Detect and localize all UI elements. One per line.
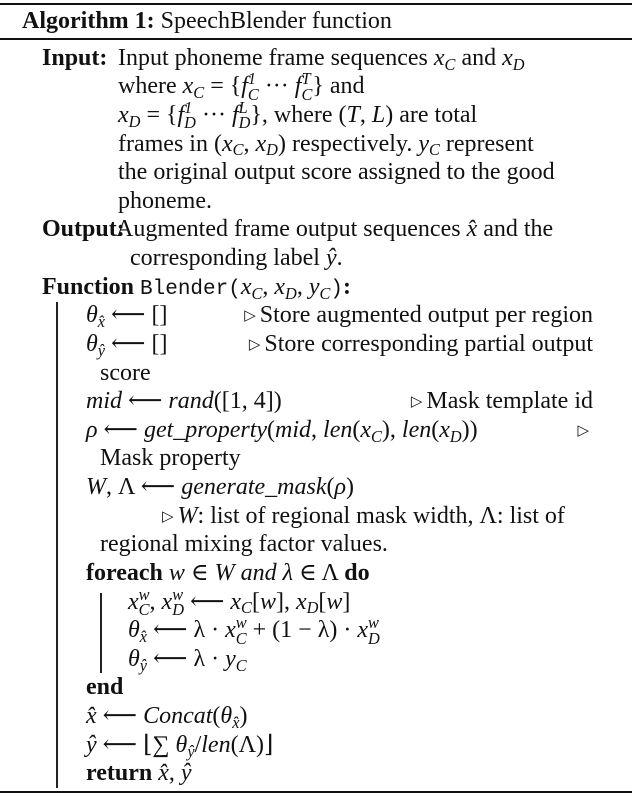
subscript: D	[266, 140, 278, 160]
line-content	[86, 559, 370, 588]
subscript: x̂	[139, 627, 148, 647]
comment-triangle-icon: ▷	[410, 394, 423, 411]
comment-triangle-icon: ▷	[577, 422, 589, 439]
keyword: foreach	[86, 559, 169, 586]
math-symbol: f	[231, 101, 239, 128]
math-symbol: x	[360, 416, 372, 443]
math-symbol: x	[118, 101, 129, 128]
text: corresponding label	[130, 245, 326, 272]
subscript: C	[444, 54, 456, 74]
text: ),	[381, 416, 402, 443]
line-content	[86, 330, 167, 361]
sub-superscript	[138, 584, 150, 620]
keyword: :	[342, 273, 351, 300]
math-symbol: ŷ	[325, 245, 337, 272]
text: = {	[140, 101, 178, 128]
output-line	[0, 215, 632, 244]
sub-superscript	[368, 615, 380, 646]
superscript: L	[238, 97, 248, 117]
text: [	[318, 588, 327, 615]
text: ⟵	[122, 388, 169, 415]
math-symbol: x	[439, 416, 450, 443]
text: where	[118, 73, 183, 100]
math-symbol: x	[274, 273, 286, 300]
function-name: Blender(	[140, 277, 241, 301]
text: ) are total	[385, 101, 478, 128]
comment-triangle-icon: ▷	[244, 308, 256, 325]
math-symbol: x	[357, 617, 368, 644]
math-symbol: len	[201, 731, 231, 758]
math-symbol: T	[346, 101, 360, 128]
subscript: C	[235, 655, 247, 675]
subscript: C	[319, 283, 331, 303]
subscript: C	[235, 628, 247, 648]
math-symbol: x	[225, 617, 236, 644]
subscript: C	[371, 426, 382, 446]
math-symbol: L	[371, 101, 386, 128]
math-symbol: y	[225, 645, 236, 672]
text: ···	[258, 73, 295, 100]
math-symbol: x	[255, 130, 267, 157]
superscript: w	[138, 584, 150, 604]
text: )	[239, 703, 248, 730]
line-content	[86, 387, 282, 416]
title-rule	[0, 38, 632, 40]
line-content	[100, 530, 388, 559]
math-symbol: W and λ	[214, 559, 294, 586]
text: Augmented frame output sequences	[116, 216, 467, 243]
comment	[249, 330, 593, 362]
line-content	[86, 759, 192, 788]
math-symbol: w	[168, 559, 185, 586]
math-symbol: θ	[128, 645, 140, 672]
line-content	[116, 215, 553, 244]
math-symbol: mid	[86, 388, 122, 415]
math-symbol: x̂	[86, 703, 97, 730]
comment	[411, 387, 593, 419]
math-symbol: θ	[86, 302, 98, 329]
math-symbol: θ	[175, 731, 188, 758]
keyword: end	[86, 674, 124, 701]
sub-superscript	[301, 71, 312, 102]
math-symbol: y	[308, 273, 320, 300]
text: score	[100, 359, 151, 386]
superscript: w	[367, 613, 379, 633]
superscript: w	[235, 613, 247, 633]
sub-superscript	[238, 97, 251, 133]
text: ([1, 4])	[213, 388, 282, 415]
math-symbol: x	[433, 44, 445, 71]
line-content	[86, 731, 273, 762]
subscript: D	[449, 426, 462, 446]
math-symbol: f	[241, 73, 248, 100]
text: frames in (	[118, 130, 222, 157]
algorithm-number: Algorithm 1:	[22, 8, 155, 34]
text: (	[431, 416, 440, 443]
subscript: ŷ	[139, 655, 148, 675]
math-symbol: f	[294, 73, 302, 100]
math-symbol: x	[128, 588, 139, 615]
bottom-rule	[0, 791, 632, 793]
subscript: x̂	[232, 712, 240, 732]
text: ))	[461, 416, 478, 443]
text: /	[194, 731, 202, 758]
statement	[0, 359, 632, 388]
input-label: Input:	[42, 44, 108, 71]
subscript: C	[138, 600, 150, 620]
text: } and	[312, 73, 365, 100]
superscript: 1	[247, 69, 257, 89]
text: ],	[275, 588, 296, 615]
math-symbol: w	[326, 588, 343, 615]
keyword: do	[344, 559, 370, 586]
math-symbol: x̂	[158, 760, 169, 787]
keyword: return	[86, 760, 159, 787]
statement	[0, 416, 632, 445]
line-content	[100, 444, 241, 473]
math-symbol: x	[230, 588, 242, 615]
text: ,	[296, 273, 309, 300]
subscript: D	[306, 598, 319, 618]
text: ···	[195, 101, 232, 128]
algorithm-lines	[0, 44, 632, 788]
subscript: D	[184, 113, 196, 133]
superscript: T	[301, 69, 311, 89]
math-symbol: θ	[220, 703, 233, 730]
text: (Λ)⌋	[230, 731, 274, 758]
statement	[0, 473, 632, 502]
math-symbol: f	[177, 101, 185, 128]
subscript: C	[241, 598, 252, 618]
subscript: C	[301, 84, 313, 104]
input-line	[0, 187, 632, 216]
subscript: D	[172, 600, 184, 620]
keyword: Function	[42, 273, 141, 300]
subscript: ŷ	[187, 741, 195, 761]
statement	[0, 330, 632, 359]
text: ⟵ ⌊∑	[96, 731, 176, 758]
comment-text: Mask template id	[426, 388, 593, 415]
text: : list of regional mask width, Λ: list of	[197, 502, 565, 529]
text: Input phoneme frame sequences	[118, 44, 434, 71]
sub-superscript	[184, 97, 196, 133]
math-symbol: len	[323, 416, 353, 443]
line-content	[86, 301, 167, 332]
line-content	[130, 244, 343, 273]
output-line	[0, 244, 632, 273]
statement	[0, 301, 632, 330]
math-symbol: x	[161, 588, 173, 615]
math-symbol: mid	[275, 416, 312, 443]
text: and	[455, 44, 503, 71]
math-symbol: len	[401, 416, 432, 443]
input-line	[0, 44, 632, 73]
line-content	[86, 702, 247, 733]
math-symbol: w	[259, 588, 276, 615]
math-symbol: x	[182, 73, 194, 100]
text: and the	[477, 216, 554, 243]
text: ⟵	[183, 588, 231, 615]
math-symbol: x	[502, 44, 513, 71]
statement	[0, 444, 632, 473]
math-symbol: W	[177, 502, 198, 529]
subscript: C	[429, 140, 440, 160]
math-symbol: x	[240, 273, 252, 300]
superscript: w	[172, 584, 184, 604]
comment	[244, 301, 593, 333]
comment-triangle-icon: ▷	[248, 336, 261, 353]
subscript: C	[232, 140, 244, 160]
text: phoneme.	[118, 187, 212, 214]
sub-superscript	[248, 71, 259, 102]
text: ]	[342, 588, 351, 615]
text: .	[336, 245, 343, 272]
algorithm-name: SpeechBlender function	[160, 8, 392, 34]
text: (	[212, 703, 221, 730]
text: (	[352, 416, 361, 443]
function-name: )	[330, 277, 343, 301]
subscript: D	[367, 628, 380, 648]
statement	[0, 759, 632, 788]
text: Mask property	[100, 445, 241, 472]
math-symbol: x	[221, 130, 233, 157]
math-symbol: ŷ	[180, 760, 192, 787]
line-content	[86, 473, 354, 502]
loop-statement	[0, 645, 632, 674]
text: ⟵	[97, 416, 144, 443]
line-content	[118, 97, 478, 133]
statement	[0, 502, 632, 531]
comment-text: Store augmented output per region	[259, 302, 593, 329]
line-content	[128, 613, 380, 648]
loop-statement	[0, 584, 632, 620]
text: ∈ Λ	[293, 559, 345, 586]
subscript: ŷ	[97, 340, 106, 360]
text: ,	[359, 101, 372, 128]
math-symbol: x	[295, 588, 307, 615]
text: ⟵	[96, 703, 144, 730]
line-content	[128, 645, 247, 676]
line-content	[100, 359, 151, 388]
math-symbol: rand	[168, 388, 214, 415]
line-content	[42, 273, 351, 305]
math-symbol: θ	[86, 330, 98, 357]
text: ,	[262, 273, 275, 300]
input-line	[0, 130, 632, 159]
math-symbol: W	[86, 474, 106, 501]
output-label: Output:	[42, 216, 125, 243]
math-symbol: generate_mask	[181, 474, 327, 501]
text: ,	[243, 130, 256, 157]
statement	[0, 731, 632, 760]
line-content	[118, 187, 212, 216]
statement	[0, 559, 632, 588]
text: ∈	[184, 559, 215, 586]
subscript: C	[247, 84, 259, 104]
text: )	[346, 474, 355, 501]
statement	[0, 702, 632, 731]
superscript: 1	[184, 97, 193, 117]
text: ⟵ []	[105, 302, 168, 329]
subscript: x̂	[97, 312, 106, 332]
text: the original output score assigned to the good	[118, 159, 555, 186]
function-header	[0, 273, 632, 302]
sub-superscript	[236, 615, 247, 646]
math-symbol: ŷ	[86, 731, 97, 758]
text: ⟵ λ ·	[147, 617, 226, 644]
subscript: D	[128, 111, 141, 131]
comment-triangle-icon: ▷	[162, 508, 174, 525]
line-content	[118, 44, 525, 75]
statement	[0, 530, 632, 559]
text: ) respectively.	[277, 130, 419, 157]
sub-superscript	[172, 584, 184, 620]
text: [	[251, 588, 260, 615]
math-symbol: y	[418, 130, 429, 157]
text: ⟵ []	[105, 330, 168, 357]
text: represent	[439, 130, 534, 157]
algorithm-title	[22, 4, 392, 38]
line-content	[86, 416, 478, 447]
line-content	[118, 158, 555, 187]
text: = {	[204, 73, 242, 100]
text: + (1 − λ) ·	[246, 617, 358, 644]
statement	[0, 387, 632, 416]
text: , Λ ⟵	[106, 474, 182, 501]
input-line	[0, 69, 632, 104]
text: ,	[149, 588, 162, 615]
math-symbol: ρ	[86, 416, 98, 443]
comment	[577, 416, 593, 448]
statement	[0, 673, 632, 702]
comment-text: Store corresponding partial output	[264, 330, 593, 357]
math-symbol: θ	[128, 617, 140, 644]
text: }, where (	[250, 101, 347, 128]
input-line	[0, 158, 632, 187]
loop-statement	[0, 613, 632, 648]
math-symbol: ρ	[334, 474, 347, 501]
text: (	[326, 474, 335, 501]
subscript: D	[285, 283, 297, 303]
subscript: C	[251, 283, 263, 303]
subscript: D	[512, 54, 525, 74]
text: regional mixing factor values.	[100, 531, 388, 558]
input-line	[0, 97, 632, 133]
text: ,	[168, 760, 181, 787]
text: ,	[311, 416, 324, 443]
line-content	[118, 130, 534, 161]
math-symbol: Concat	[143, 703, 213, 730]
math-symbol: get_property	[143, 416, 268, 443]
line-content	[86, 673, 123, 702]
text: ⟵ λ ·	[147, 645, 226, 672]
subscript: D	[238, 113, 251, 133]
subscript: C	[193, 83, 205, 103]
line-content	[162, 502, 565, 534]
text: (	[267, 416, 276, 443]
math-symbol: x̂	[466, 216, 478, 243]
